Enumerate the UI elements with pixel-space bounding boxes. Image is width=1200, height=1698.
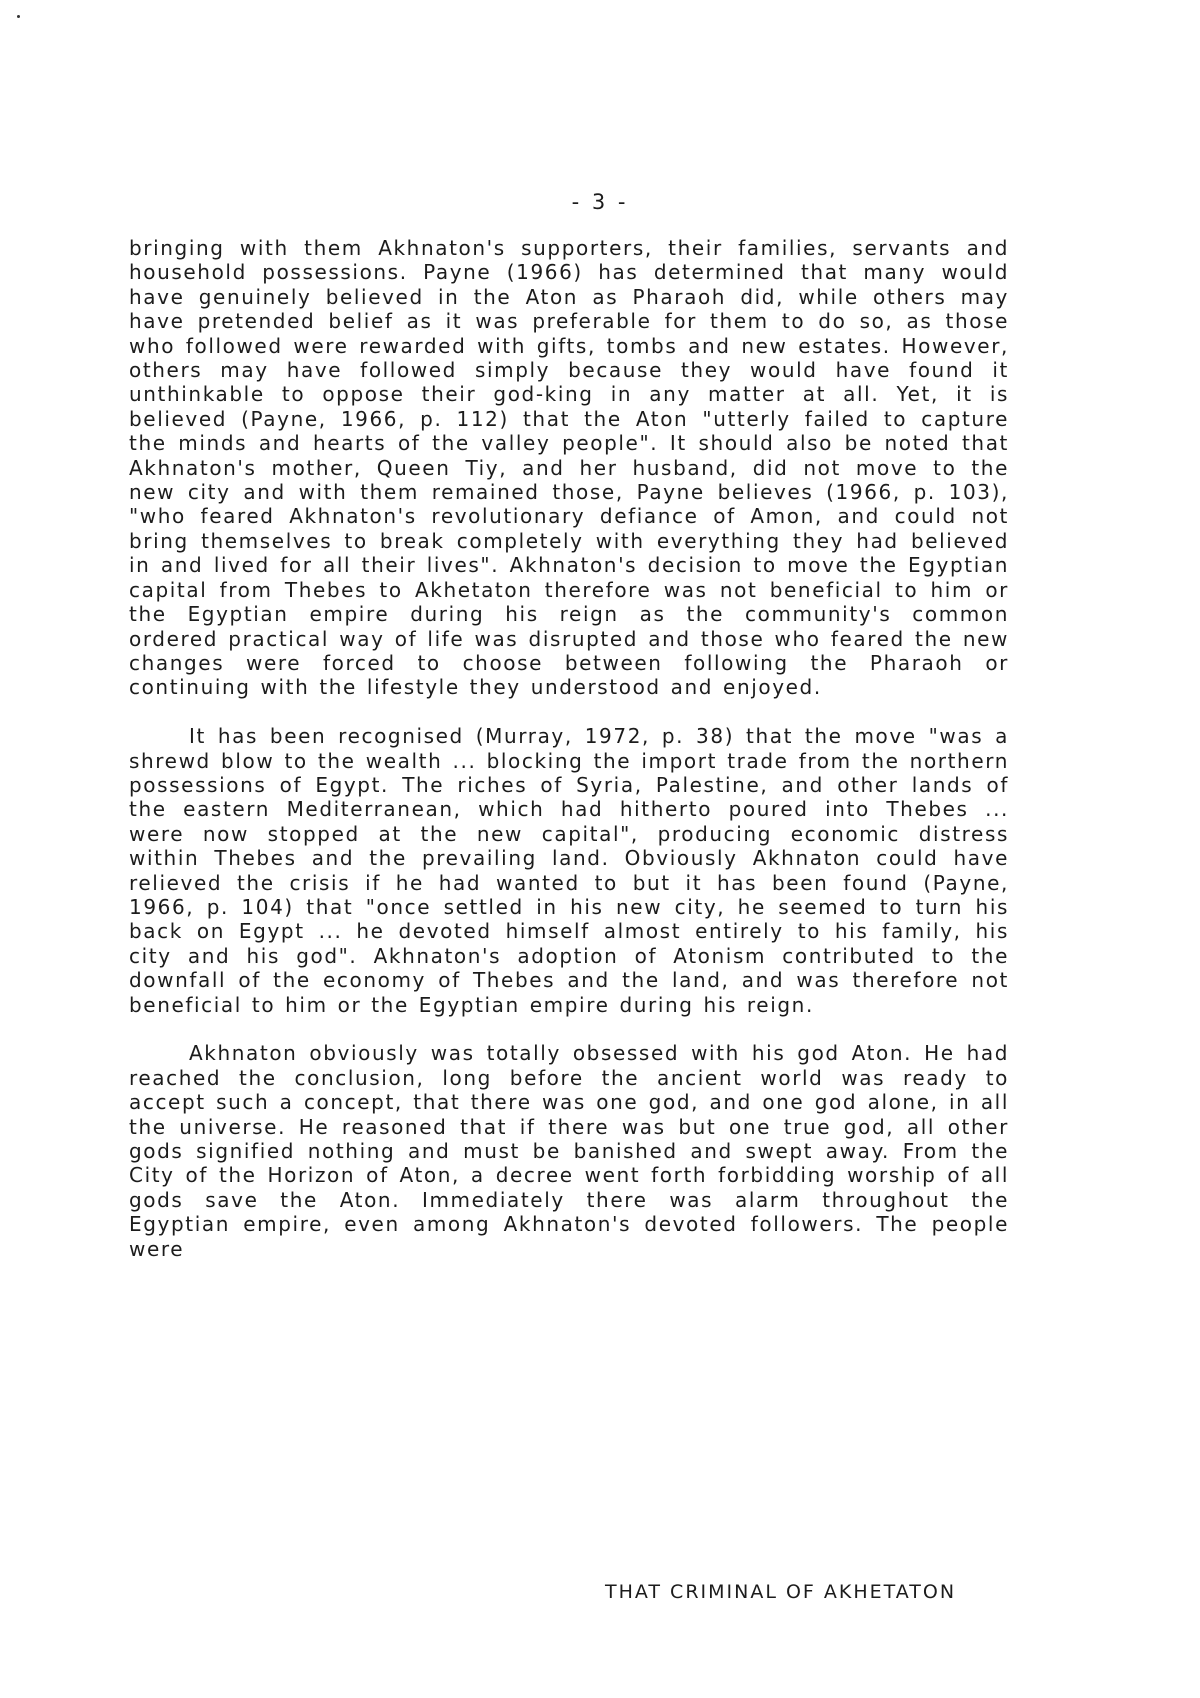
running-footer-title: THAT CRIMINAL OF AKHETATON (605, 1581, 957, 1603)
document-body (129, 236, 1009, 1285)
paragraph-1: bringing with them Akhnaton's supporters, their families, servants and household possessions. Payne (1966) has determined that many would have genuinely believed in the Aton as Pharaoh did, while others may have pretended belief as it was preferable for them to do so, as those who followed were rewarded with gifts, tombs and new estates. However, others may have followed simply because they would have found it unthinkable to oppose their god-king in any matter at all. Yet, it is believed (Payne, 1966, p. 112) that the Aton "utterly failed to capture the minds and hearts of the valley people". It should also be noted that Akhnaton's mother, Queen Tiy, and her husband, did not move to the new city and with them remained those, Payne believes (1966, p. 103), "who feared Akhnaton's revolutionary defiance of Amon, and could not bring themselves to break completely with everything they had believed in and lived for all their lives". Akhnaton's decision to move the Egyptian capital from Thebes to Akhetaton therefore was not beneficial to him or the Egyptian empire during his reign as the community's common ordered practical way of life was disrupted and those who feared the new changes were forced to choose between following the Pharaoh or continuing with the lifestyle they understood and enjoyed. (129, 236, 1009, 700)
scan-speck (17, 15, 20, 18)
paragraph-2: It has been recognised (Murray, 1972, p. 38) that the move "was a shrewd blow to the wealth ... blocking the import trade from the northern possessions of Egypt. The riches of Syria, Palestine, and other lands of the eastern Mediterranean, which had hitherto poured into Thebes ... were now stopped at the new capital", producing economic distress within Thebes and the prevailing land. Obviously Akhnaton could have relieved the crisis if he had wanted to but it has been found (Payne, 1966, p. 104) that "once settled in his new city, he seemed to turn his back on Egypt ... he devoted himself almost entirely to his family, his city and his god". Akhnaton's adoption of Atonism contributed to the downfall of the economy of Thebes and the land, and was therefore not beneficial to him or the Egyptian empire during his reign. (129, 724, 1009, 1017)
paragraph-3: Akhnaton obviously was totally obsessed with his god Aton. He had reached the conclusion, long before the ancient world was ready to accept such a concept, that there was one god, and one god alone, in all the universe. He reasoned that if there was but one true god, all other gods signified nothing and must be banished and swept away. From the City of the Horizon of Aton, a decree went forth forbidding worship of all gods save the Aton. Immediately there was alarm throughout the Egyptian empire, even among Akhnaton's devoted followers. The people were (129, 1041, 1009, 1261)
page-number: - 3 - (571, 190, 629, 214)
